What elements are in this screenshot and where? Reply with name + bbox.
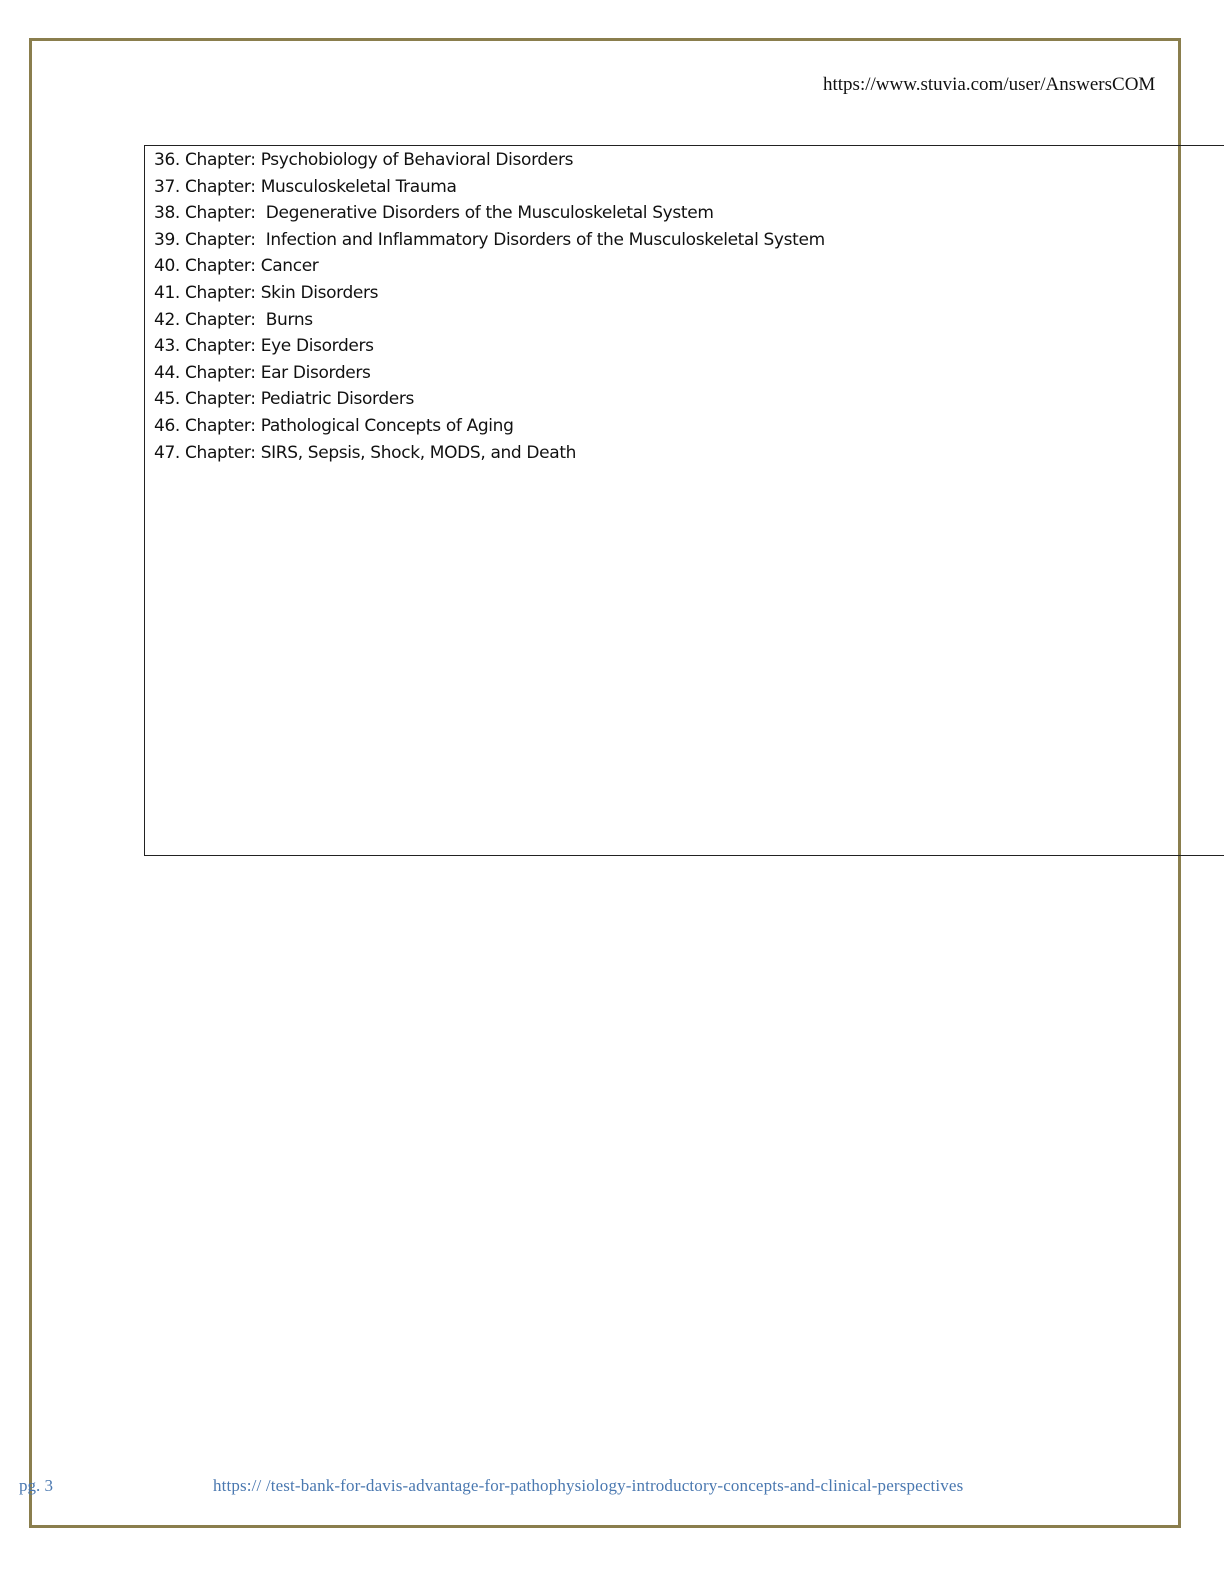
header-url[interactable]: https://www.stuvia.com/user/AnswersCOM — [823, 74, 1156, 95]
chapter-item: 43. Chapter: Eye Disorders — [154, 336, 374, 357]
chapter-list — [154, 147, 825, 466]
chapter-item: 40. Chapter: Cancer — [154, 256, 319, 277]
footer-url[interactable]: https:// /test-bank-for-davis-advantage-for-pathophysiology-introductory-concepts-and-clinical-perspectives — [213, 1476, 964, 1495]
chapter-item: 41. Chapter: Skin Disorders — [154, 282, 379, 303]
page-number: pg. 3 — [19, 1476, 53, 1495]
chapter-item: 37. Chapter: Musculoskeletal Trauma — [154, 176, 457, 197]
chapter-list-box — [144, 145, 1224, 856]
chapter-item: 42. Chapter: Burns — [154, 309, 313, 330]
chapter-item: 46. Chapter: Pathological Concepts of Aging — [154, 415, 514, 436]
chapter-item: 44. Chapter: Ear Disorders — [154, 362, 371, 383]
chapter-item: 38. Chapter: Degenerative Disorders of the Musculoskeletal System — [154, 203, 714, 224]
chapter-item: 39. Chapter: Infection and Inflammatory Disorders of the Musculoskeletal System — [154, 229, 825, 250]
chapter-item: 45. Chapter: Pediatric Disorders — [154, 389, 415, 410]
chapter-item: 47. Chapter: SIRS, Sepsis, Shock, MODS, and Death — [154, 442, 577, 463]
chapter-item: 36. Chapter: Psychobiology of Behavioral Disorders — [154, 150, 574, 170]
